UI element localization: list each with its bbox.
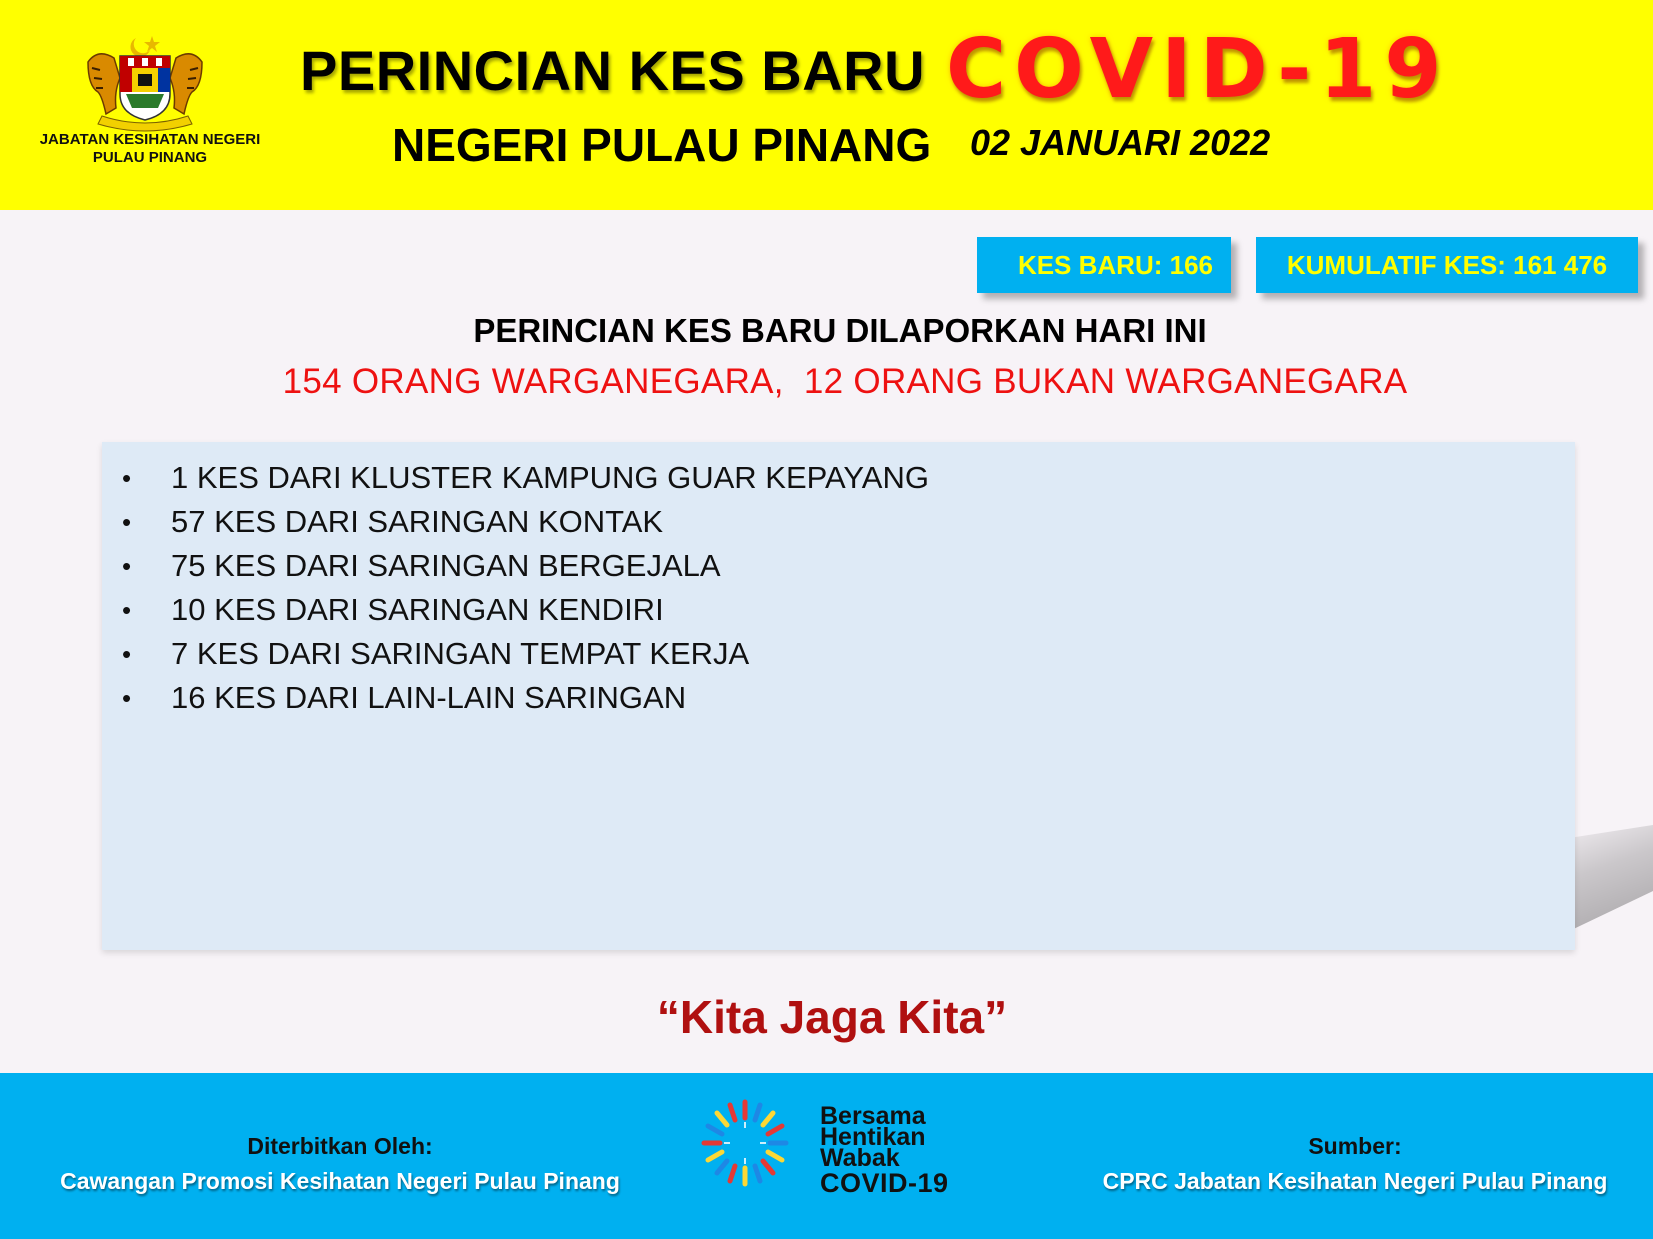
list-item-text: 10 KES DARI SARINGAN KENDIRI: [171, 592, 664, 627]
list-item: [102, 676, 1575, 720]
footer-banner: [0, 1073, 1653, 1239]
citizenship-breakdown: 154 ORANG WARGANEGARA, 12 ORANG BUKAN WARGANEGARA: [282, 362, 1408, 401]
source-label: Sumber:: [1308, 1133, 1402, 1159]
publisher-name: Cawangan Promosi Kesihatan Negeri Pulau Pinang: [60, 1168, 620, 1194]
page-title: PERINCIAN KES BARU: [300, 39, 926, 102]
department-line-2: PULAU PINANG: [92, 149, 208, 166]
source-name: CPRC Jabatan Kesihatan Negeri Pulau Pinang: [1102, 1168, 1608, 1194]
list-item-text: 75 KES DARI SARINGAN BERGEJALA: [171, 548, 721, 583]
campaign-line-2: Hentikan: [820, 1123, 926, 1151]
list-item-text: 7 KES DARI SARINGAN TEMPAT KERJA: [171, 636, 750, 671]
bullet-icon: •: [122, 639, 132, 669]
list-item-text: 16 KES DARI LAIN-LAIN SARINGAN: [171, 680, 687, 715]
bullet-icon: •: [122, 595, 132, 625]
header-banner: [0, 0, 1653, 210]
department-line-1: JABATAN KESIHATAN NEGERI: [39, 131, 261, 148]
department-name: [20, 131, 280, 167]
list-item: [102, 456, 1575, 500]
publisher-label: Diterbitkan Oleh:: [247, 1133, 433, 1159]
report-date: 02 JANUARI 2022: [970, 122, 1271, 163]
list-item-text: 1 KES DARI KLUSTER KAMPUNG GUAR KEPAYANG: [171, 460, 929, 495]
new-cases-badge: KES BARU: 166: [977, 237, 1231, 293]
bullet-icon: •: [122, 683, 132, 713]
list-item: [102, 544, 1575, 588]
covid-title: COVID-19: [946, 22, 1450, 117]
campaign-slogan: [820, 1102, 990, 1198]
case-detail-list: [102, 456, 1575, 720]
campaign-line-4: COVID-19: [820, 1168, 949, 1198]
campaign-line-1: Bersama: [820, 1102, 926, 1130]
bullet-icon: •: [122, 463, 132, 493]
list-item-text: 57 KES DARI SARINGAN KONTAK: [171, 504, 664, 539]
bullet-icon: •: [122, 507, 132, 537]
list-item: [102, 588, 1575, 632]
campaign-line-3: Wabak: [820, 1144, 900, 1172]
list-item: [102, 500, 1575, 544]
sunburst-campaign-icon: [700, 1098, 790, 1188]
bullet-icon: •: [122, 551, 132, 581]
coat-of-arms-icon: [80, 32, 210, 132]
section-title: PERINCIAN KES BARU DILAPORKAN HARI INI: [473, 312, 1207, 349]
case-detail-box: [102, 442, 1575, 950]
cumulative-cases-badge: KUMULATIF KES: 161 476: [1256, 237, 1638, 293]
state-title: NEGERI PULAU PINANG: [392, 119, 932, 171]
list-item: [102, 632, 1575, 676]
slogan: “Kita Jaga Kita”: [656, 991, 1008, 1043]
